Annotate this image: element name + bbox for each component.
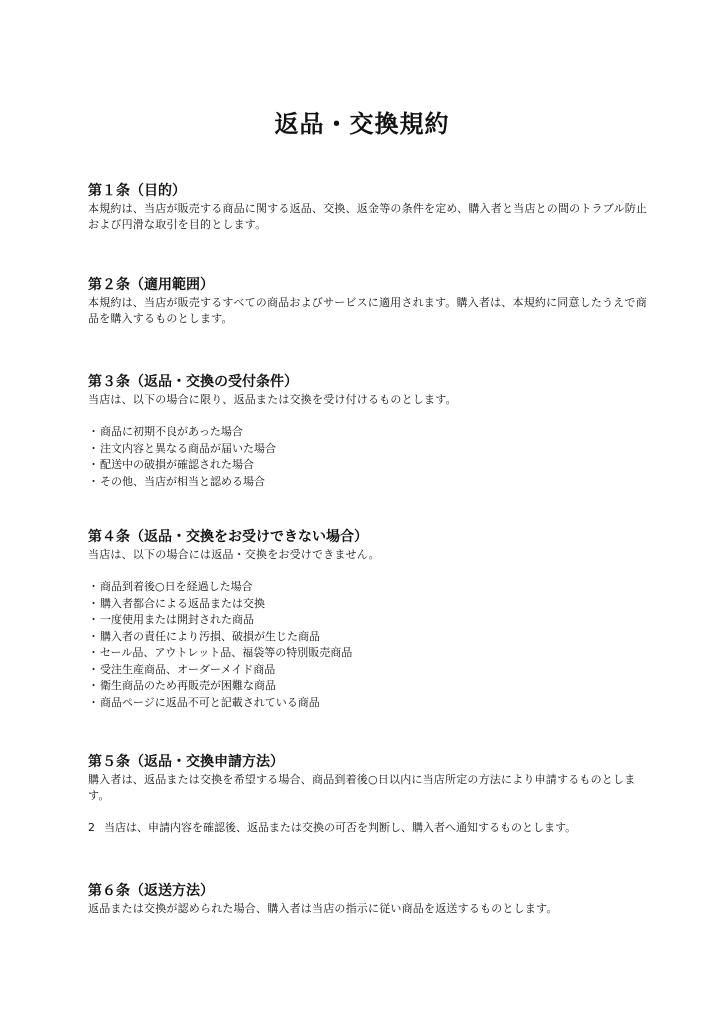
list-item [88,612,648,629]
bullet-icon: ・ [88,596,99,610]
bullet-icon: ・ [88,629,99,643]
article-body: 当店は、以下の場合に限り、返品または交換を受け付けるものとします。 [88,393,457,406]
list-item [88,678,648,695]
article-body: 返品または交換が認められた場合、購入者は当店の指示に従い商品を返送するものとします。 [88,902,558,915]
non-returnable-list [88,579,648,711]
list-item-text: 受注生産商品、オーダーメイド商品 [100,662,276,676]
list-item-text: 購入者の責任により汚損、破損が生じた商品 [100,629,320,643]
spacer [88,563,648,579]
list-item-text: 商品到着後○日を経過した場合 [100,580,253,593]
article-1 [88,181,648,233]
bullet-icon: ・ [88,662,99,676]
bullet-icon: ・ [88,425,99,438]
list-item [88,441,648,458]
list-item [88,695,648,712]
article-3 [88,372,648,490]
clause-number: 2 [88,821,95,834]
list-item [88,474,648,491]
article-body: 本規約は、当店が販売する商品に関する返品、交換、返金等の条件を定め、購入者と当店との間のトラブル防止および円滑な取引を目的とします。 [88,202,648,231]
bullet-icon: ・ [88,679,99,692]
list-item [88,662,648,679]
article-5 [88,752,648,836]
article-body: 当店は、以下の場合には返品・交換をお受けできません。 [88,548,380,561]
list-item [88,596,648,613]
spacer [88,804,648,820]
bullet-icon: ・ [88,441,99,455]
article-heading: 第５条（返品・交換申請方法） [88,754,284,770]
bullet-icon: ・ [88,695,99,709]
bullet-icon: ・ [88,458,99,471]
list-item [88,645,648,662]
bullet-icon: ・ [88,474,99,488]
spacer [88,408,648,424]
list-item-text: 一度使用または開封された商品 [100,613,254,626]
article-4 [88,527,648,711]
bullet-icon: ・ [88,613,99,626]
list-item-text: 商品ページに返品不可と記載されている商品 [100,695,320,709]
clause-text: 当店は、申請内容を確認後、返品または交換の可否を判断し、購入者へ通知するものとします。 [104,821,577,834]
list-item-text: セール品、アウトレット品、福袋等の特別販売商品 [100,646,353,659]
list-item-text: 購入者都合による返品または交換 [100,596,265,610]
list-item-text: 注文内容と異なる商品が届いた場合 [100,441,276,455]
list-item-text: 衛生商品のため再販売が困難な商品 [100,679,276,692]
document-title: 返品・交換規約 [274,110,450,138]
article-6 [88,881,648,917]
article-body: 本規約は、当店が販売するすべての商品およびサービスに適用されます。購入者は、本規約に同意したうえで商品を購入するものとします。 [88,296,647,325]
article-heading: 第３条（返品・交換の受付条件） [88,374,298,390]
article-2 [88,275,648,327]
clause-2 [88,820,648,836]
bullet-icon: ・ [88,580,99,593]
list-item [88,629,648,646]
list-item-text: 商品に初期不良があった場合 [100,425,243,438]
list-item-text: その他、当店が相当と認める場合 [100,474,265,488]
article-heading: 第２条（適用範囲） [88,277,214,293]
acceptance-conditions-list [88,424,648,490]
article-heading: 第６条（返送方法） [88,883,214,899]
list-item [88,424,648,441]
list-item-text: 配送中の破損が確認された場合 [100,458,254,471]
list-item [88,457,648,474]
article-body: 購入者は、返品または交換を希望する場合、商品到着後○日以内に当店所定の方法により申請するものとします。 [88,773,636,802]
bullet-icon: ・ [88,646,99,659]
article-heading: 第１条（目的） [88,183,186,199]
article-heading: 第４条（返品・交換をお受けできない場合） [88,529,368,545]
list-item [88,579,648,596]
